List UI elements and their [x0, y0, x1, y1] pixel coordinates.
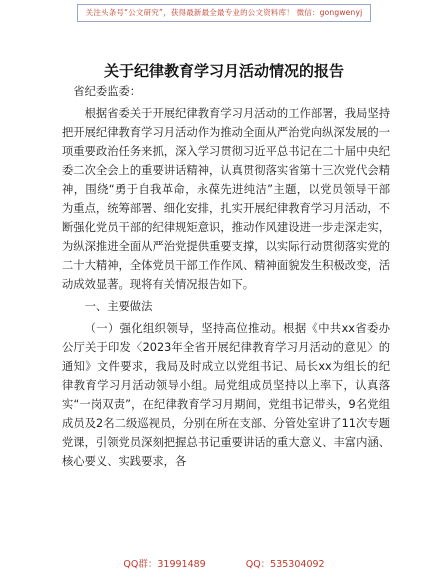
footer-qq-group: QQ群：31991489 — [123, 559, 206, 570]
document-title: 关于纪律教育学习月活动情况的报告 — [103, 62, 344, 80]
footer-contact — [0, 556, 448, 570]
section-paragraph: （一）强化组织领导，坚持高位推动。根据《中共xx省委办公厅关于印发〈2023年全省开展纪律教育学习月活动的意见〉的通知》文件要求，我局及时成立以党组书记、局长xx为组长的纪律教育学习月活动领导小组。局党组成员坚持以上率下，认真落实“一岗双责”，在纪律教育学习月期间，党组书记带头，9名党组成员及2名二级巡视员，分别在所在支部、分管处室讲了11次专题党课，引领党员深刻把握总书记重要讲话的重大意义、丰富内涵、核心要义、实践要求，各 — [62, 322, 390, 468]
promo-banner: 关注头条号“公文研究”，获得最新最全最专业的公文资料库！ 微信：gongwenyj — [77, 4, 372, 22]
header-banner-area — [0, 0, 448, 45]
document-body — [62, 82, 390, 474]
section-heading: 一、主要做法 — [84, 300, 153, 313]
salutation: 省纪委监委： — [73, 85, 142, 98]
intro-paragraph: 根据省委关于开展纪律教育学习月活动的工作部署，我局坚持把开展纪律教育学习月活动作为推动全面从严治党向纵深发展的一项重要政治任务来抓，深入学习贯彻习近平总书记在二十届中央纪委二次全会上的重要讲话精神，认真贯彻落实省第十三次党代会精神，围绕“勇于自我革命，永葆先进纯洁”主题，以党员领导干部为重点，统筹部署、细化安排，扎实开展纪律教育学习月活动，不断强化党员干部的纪律规矩意识，推动作风建设进一步走深走实，为纵深推进全面从严治党提供重要支撑，以实际行动贯彻落实党的二十大精神，全体党员干部工作作风、精神面貌发生积极改变，活动成效显著。现将有关情况报告如下。 — [62, 107, 390, 291]
footer-qq: QQ：535304092 — [245, 559, 325, 570]
